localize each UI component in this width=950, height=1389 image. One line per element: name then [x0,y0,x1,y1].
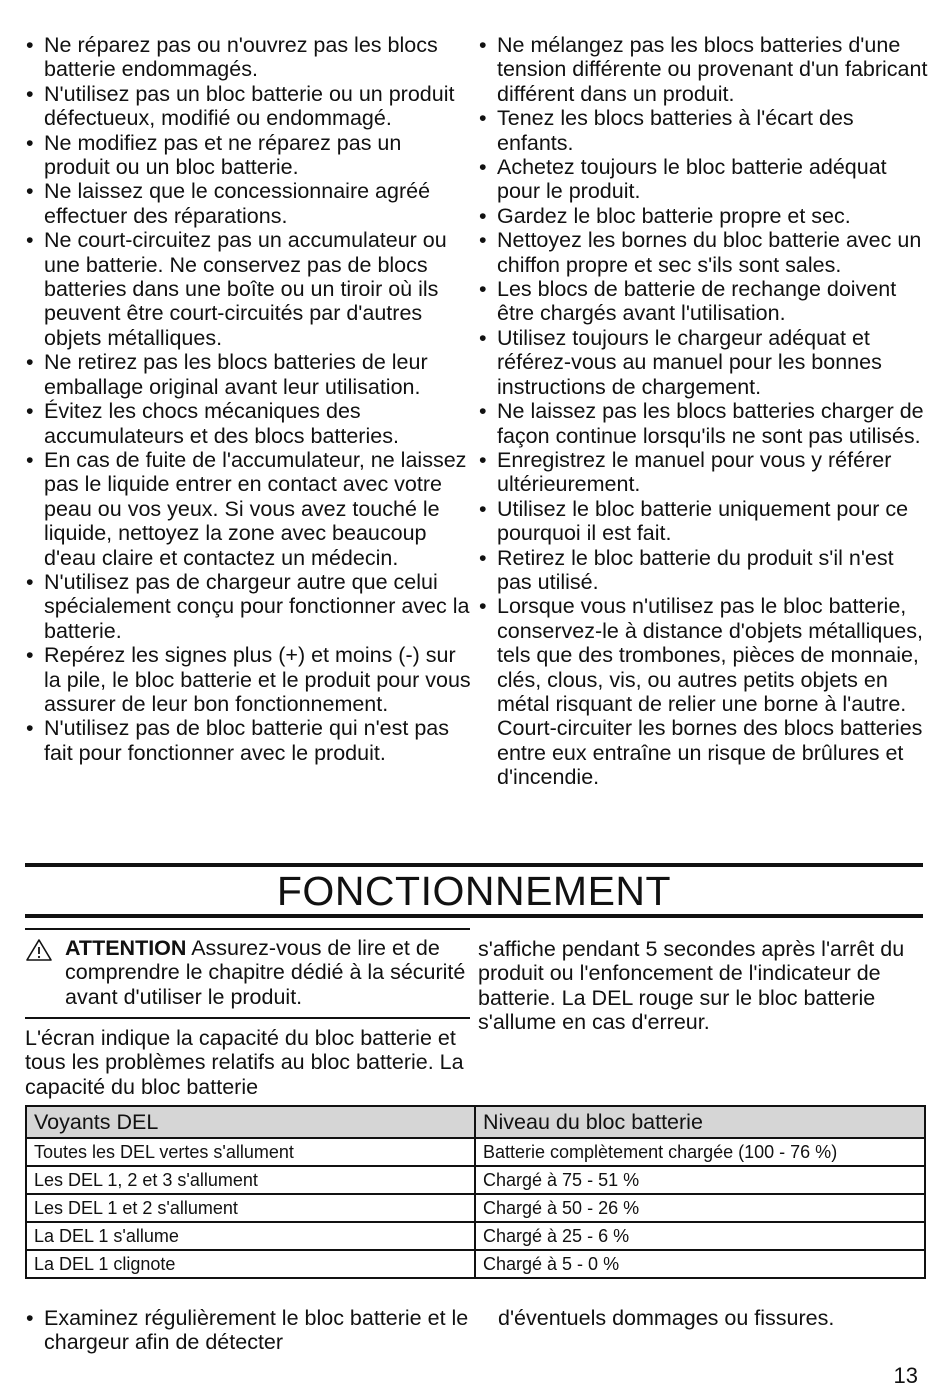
warning-triangle-icon [25,938,53,962]
section-title: FONCTIONNEMENT [276,868,672,914]
list-item: • Examinez régulièrement le bloc batterie et le chargeur afin de détecter [25,1306,475,1355]
list-item: • Tenez les blocs batteries à l'écart des enfants. [478,106,933,155]
safety-column-right [478,33,933,790]
section-rule-top [25,863,923,867]
list-item: • Évitez les chocs mécaniques des accumulateurs et des blocs batteries. [25,399,473,448]
list-item: • Les blocs de batterie de rechange doivent être chargés avant l'utilisation. [478,277,933,326]
battery-level-cell: Batterie complètement chargée (100 - 76 %) [475,1138,925,1166]
safety-list-left [25,33,473,765]
column-header: Niveau du bloc batterie [475,1106,925,1138]
table-row [26,1250,925,1278]
battery-level-cell: Chargé à 75 - 51 % [475,1166,925,1194]
led-indicator-cell: Les DEL 1 et 2 s'allument [26,1194,475,1222]
column-header: Voyants DEL [26,1106,475,1138]
safety-list-right [478,33,933,790]
led-indicator-cell: La DEL 1 clignote [26,1250,475,1278]
maintenance-bullet-continued: d'éventuels dommages ou fissures. [498,1306,835,1330]
list-item: • N'utilisez pas de bloc batterie qui n'est pas fait pour fonctionner avec le produit. [25,716,473,765]
attention-message: Assurez-vous de lire et de comprendre le chapitre dédié à la sécurité avant d'utiliser le produit. [65,936,466,1009]
list-item: • Achetez toujours le bloc batterie adéquat pour le produit. [478,155,933,204]
list-item: • Ne modifiez pas et ne réparez pas un produit ou un bloc batterie. [25,131,473,180]
section-rule-bottom [25,914,923,918]
list-item: • Ne retirez pas les blocs batteries de leur emballage original avant leur utilisation. [25,350,473,399]
led-status-table [25,1105,926,1279]
list-item: • Ne mélangez pas les blocs batteries d'une tension différente ou provenant d'un fabricant différent dans un produit. [478,33,933,106]
led-indicator-cell: La DEL 1 s'allume [26,1222,475,1250]
battery-level-cell: Chargé à 50 - 26 % [475,1194,925,1222]
list-item: • Enregistrez le manuel pour vous y référer ultérieurement. [478,448,933,497]
list-item: • Ne laissez que le concessionnaire agréé effectuer des réparations. [25,179,473,228]
attention-text-block [25,936,470,1009]
list-item: • Lorsque vous n'utilisez pas le bloc batterie, conservez-le à distance d'objets métalliques, tels que des trombones, pièces de monnaie, clés, clous, vis, ou autres petits objets en métal risquant de relier une borne à l'autre. Court-circuiter les bornes des blocs batteries entre eux entraîne un risque de brûlures et d'incendie. [478,594,933,789]
table-header-row [26,1106,925,1138]
maintenance-bullet [25,1306,475,1355]
list-item: • N'utilisez pas un bloc batterie ou un produit défectueux, modifié ou endommagé. [25,82,473,131]
led-indicator-cell: Toutes les DEL vertes s'allument [26,1138,475,1166]
list-item: • Repérez les signes plus (+) et moins (-) sur la pile, le bloc batterie et le produit pour vous assurer de leur bon fonctionnement. [25,643,473,716]
attention-notice [25,928,470,1019]
list-item: • Utilisez toujours le chargeur adéquat et référez-vous au manuel pour les bonnes instructions de chargement. [478,326,933,399]
list-item: • Ne laissez pas les blocs batteries charger de façon continue lorsqu'ils ne sont pas utilisés. [478,399,933,448]
list-item: • Ne réparez pas ou n'ouvrez pas les blocs batterie endommagés. [25,33,473,82]
display-paragraph-continued: s'affiche pendant 5 secondes après l'arrêt du produit ou l'enfoncement de l'indicateur de batterie. La DEL rouge sur le bloc batterie s'allume en cas d'erreur. [478,937,905,1035]
list-item: • En cas de fuite de l'accumulateur, ne laissez pas le liquide entrer en contact avec votre peau ou vos yeux. Si vous avez touché le liquide, nettoyez la zone avec beaucoup d'eau claire et contactez un médecin. [25,448,473,570]
led-indicator-cell: Les DEL 1, 2 et 3 s'allument [26,1166,475,1194]
battery-level-cell: Chargé à 25 - 6 % [475,1222,925,1250]
table-row [26,1194,925,1222]
display-paragraph: L'écran indique la capacité du bloc batterie et tous les problèmes relatifs au bloc batterie. La capacité du bloc batterie [25,1026,464,1099]
page-number: 13 [893,1363,918,1388]
table-row [26,1166,925,1194]
table-row [26,1222,925,1250]
safety-column-left [25,33,473,765]
table-row [26,1138,925,1166]
list-item: • Nettoyez les bornes du bloc batterie avec un chiffon propre et sec s'ils sont sales. [478,228,933,277]
list-item: • Gardez le bloc batterie propre et sec. [478,204,933,228]
battery-level-cell: Chargé à 5 - 0 % [475,1250,925,1278]
list-item: • Ne court-circuitez pas un accumulateur ou une batterie. Ne conservez pas de blocs batteries dans une boîte ou un tiroir où ils peuvent être court-circuités par d'autres objets métalliques. [25,228,473,350]
list-item: • N'utilisez pas de chargeur autre que celui spécialement conçu pour fonctionner avec la batterie. [25,570,473,643]
list-item: • Retirez le bloc batterie du produit s'il n'est pas utilisé. [478,546,933,595]
list-item: • Utilisez le bloc batterie uniquement pour ce pourquoi il est fait. [478,497,933,546]
attention-label: ATTENTION [65,936,187,960]
maintenance-list [25,1306,475,1355]
